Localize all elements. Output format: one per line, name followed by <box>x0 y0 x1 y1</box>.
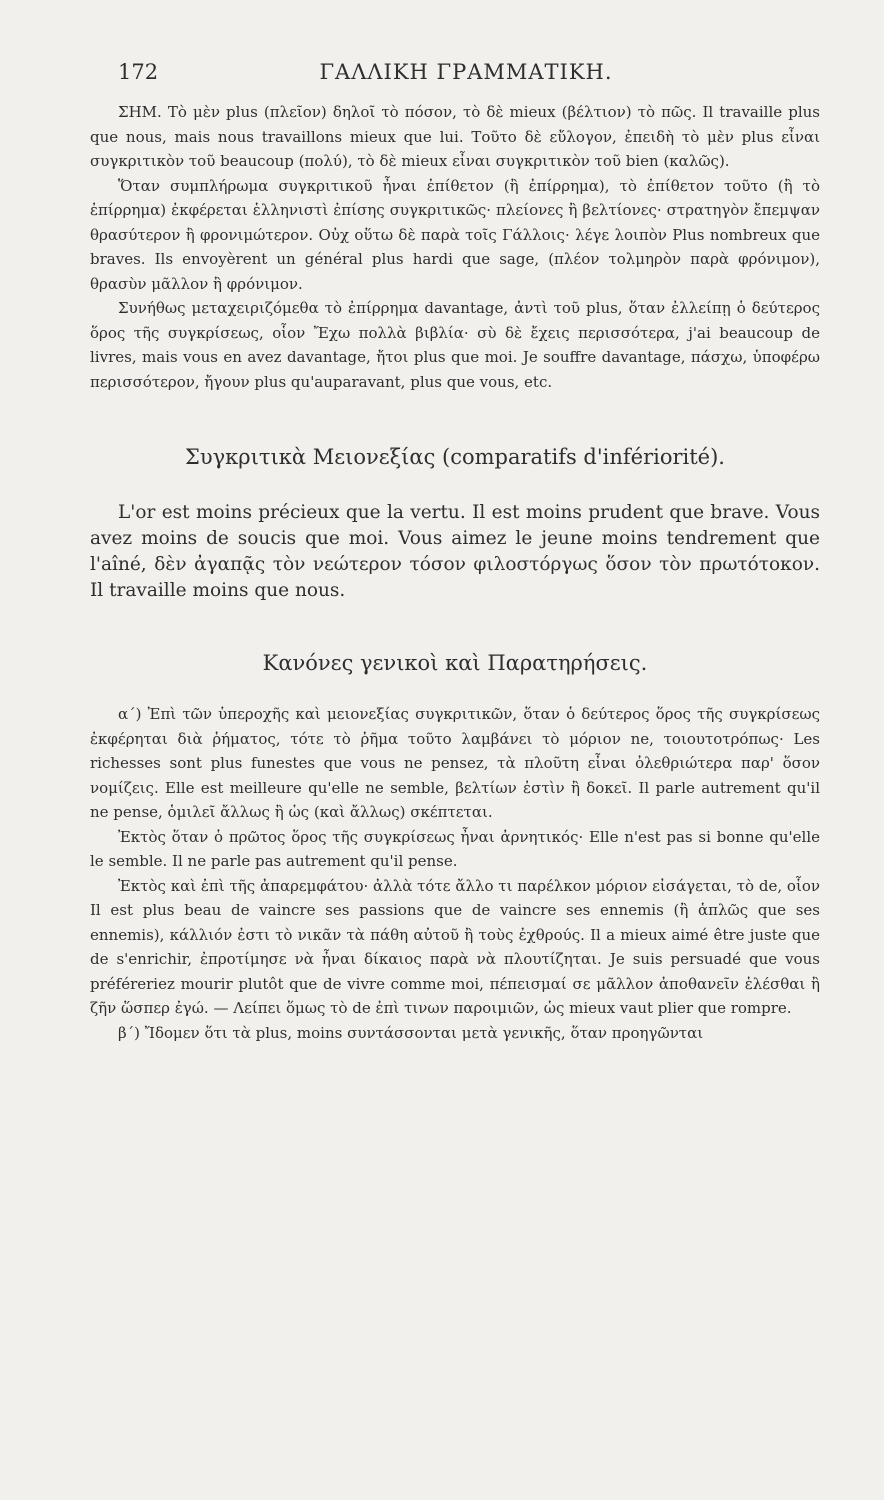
inferiority-block <box>90 500 820 604</box>
page-number: 172 <box>118 60 159 84</box>
section-heading-inferiority: Συγκριτικὰ Μειονεξίας (comparatifs d'infériorité). <box>185 445 725 469</box>
rules-block <box>90 702 820 1045</box>
note-block <box>90 100 820 394</box>
inferiority-examples: L'or est moins précieux que la vertu. Il est moins prudent que brave. Vous avez moins de soucis que moi. Vous aimez le jeune moins tendrement que l'aîné, δὲν ἀγαπᾷς τὸν νεώτερον τόσον φιλοστόργως ὅσον τὸν πρωτότοκον. Il travaille moins que nous. <box>90 502 820 601</box>
page-header <box>118 60 814 92</box>
davantage-paragraph: Συνήθως μεταχειριζόμεθα τὸ ἐπίρρημα davantage, ἀντὶ τοῦ plus, ὅταν ἐλλείπῃ ὁ δεύτερος ὅρος τῆς συγκρίσεως, οἷον Ἔχω πολλὰ βιβλία· σὺ δὲ ἔχεις περισσότερα, j'ai beaucoup de livres, mais vous en avez davantage, ἤτοι plus que moi. Je souffre davantage, πάσχω, ὑποφέρω περισσότερον, ἤγουν plus qu'auparavant, plus que vous, etc. <box>90 299 820 391</box>
rule-beta: β΄) Ἴδομεν ὅτι τὰ plus, moins συντάσσονται μετὰ γενικῆς, ὅταν προηγῶνται <box>118 1023 704 1042</box>
rule-paragraph: Ὅταν συμπλήρωμα συγκριτικοῦ ἦναι ἐπίθετον (ἢ ἐπίρρημα), τὸ ἐπίθετον τοῦτο (ἢ τὸ ἐπίρρημα) ἐκφέρεται ἑλληνιστὶ ἐπίσης συγκριτικῶς· πλείονες ἢ βελτίονες· στρατηγὸν ἔπεμψαν θρασύτερον ἢ φρονιμώτερον. Οὐχ οὕτω δὲ παρὰ τοῖς Γάλλοις· λέγε λοιπὸν Plus nombreux que braves. Ils envoyèrent un général plus hardi que sage, (πλέον τολμηρὸν παρὰ φρόνιμον), θρασὺν μᾶλλον ἢ φρόνιμον. <box>90 176 820 293</box>
running-title: ΓΑΛΛΙΚΗ ΓΡΑΜΜΑΤΙΚΗ. <box>319 60 613 84</box>
rule-exception-2: Ἐκτὸς καὶ ἐπὶ τῆς ἀπαρεμφάτου· ἀλλὰ τότε ἄλλο τι παρέλκον μόριον εἰσάγεται, τὸ de, οἷον Il est plus beau de vaincre ses passions que de vaincre ses ennemis (ἢ ἁπλῶς que ses ennemis), κάλλιόν ἐστι τὸ νικᾶν τὰ πάθη αὐτοῦ ἢ τοὺς ἐχθρούς. Il a mieux aimé être juste que de s'enrichir, ἐπροτίμησε νὰ ἦναι δίκαιος παρὰ νὰ πλουτίζηται. Je suis persuadé que vous préféreriez mourir plutôt que de vivre comme moi, πέπεισμαί σε μᾶλλον ἀποθανεῖν ἑλέσθαι ἢ ζῆν ὥσπερ ἐγώ. — Λείπει ὅμως τὸ de ἐπὶ τινων παροιμιῶν, ὡς mieux vaut plier que rompre. <box>90 876 820 1017</box>
section-heading-rules: Κανόνες γενικοὶ καὶ Παρατηρήσεις. <box>262 651 648 675</box>
rule-exception-1: Ἐκτὸς ὅταν ὁ πρῶτος ὅρος τῆς συγκρίσεως ἦναι ἀρνητικός· Elle n'est pas si bonne qu'elle le semble. Il ne parle pas autrement qu'il pense. <box>90 827 820 870</box>
page-body <box>90 100 820 1045</box>
rule-alpha: α΄) Ἐπὶ τῶν ὑπεροχῆς καὶ μειονεξίας συγκριτικῶν, ὅταν ὁ δεύτερος ὅρος τῆς συγκρίσεως ἐκφέρηται διὰ ῥήματος, τότε τὸ ῥῆμα τοῦτο λαμβάνει τὸ μόριον ne, τοιουτοτρόπως· Les richesses sont plus funestes que vous ne pensez, τὰ πλοῦτη εἶναι ὀλεθριώτερα παρ' ὅσον νομίζεις. Elle est meilleure qu'elle ne semble, βελτίων ἐστὶν ἢ δοκεῖ. Il parle autrement qu'il ne pense, ὁμιλεῖ ἄλλως ἢ ὡς (καὶ ἄλλως) σκέπτεται. <box>90 705 820 821</box>
note-paragraph: ΣΗΜ. Τὸ μὲν plus (πλεῖον) δηλοῖ τὸ πόσον, τὸ δὲ mieux (βέλτιον) τὸ πῶς. Il travaille plus que nous, mais nous travaillons mieux que lui. Τοῦτο δὲ εὔλογον, ἐπειδὴ τὸ μὲν plus εἶναι συγκριτικὸν τοῦ beaucoup (πολύ), τὸ δὲ mieux εἶναι συγκριτικὸν τοῦ bien (καλῶς). <box>90 103 820 170</box>
